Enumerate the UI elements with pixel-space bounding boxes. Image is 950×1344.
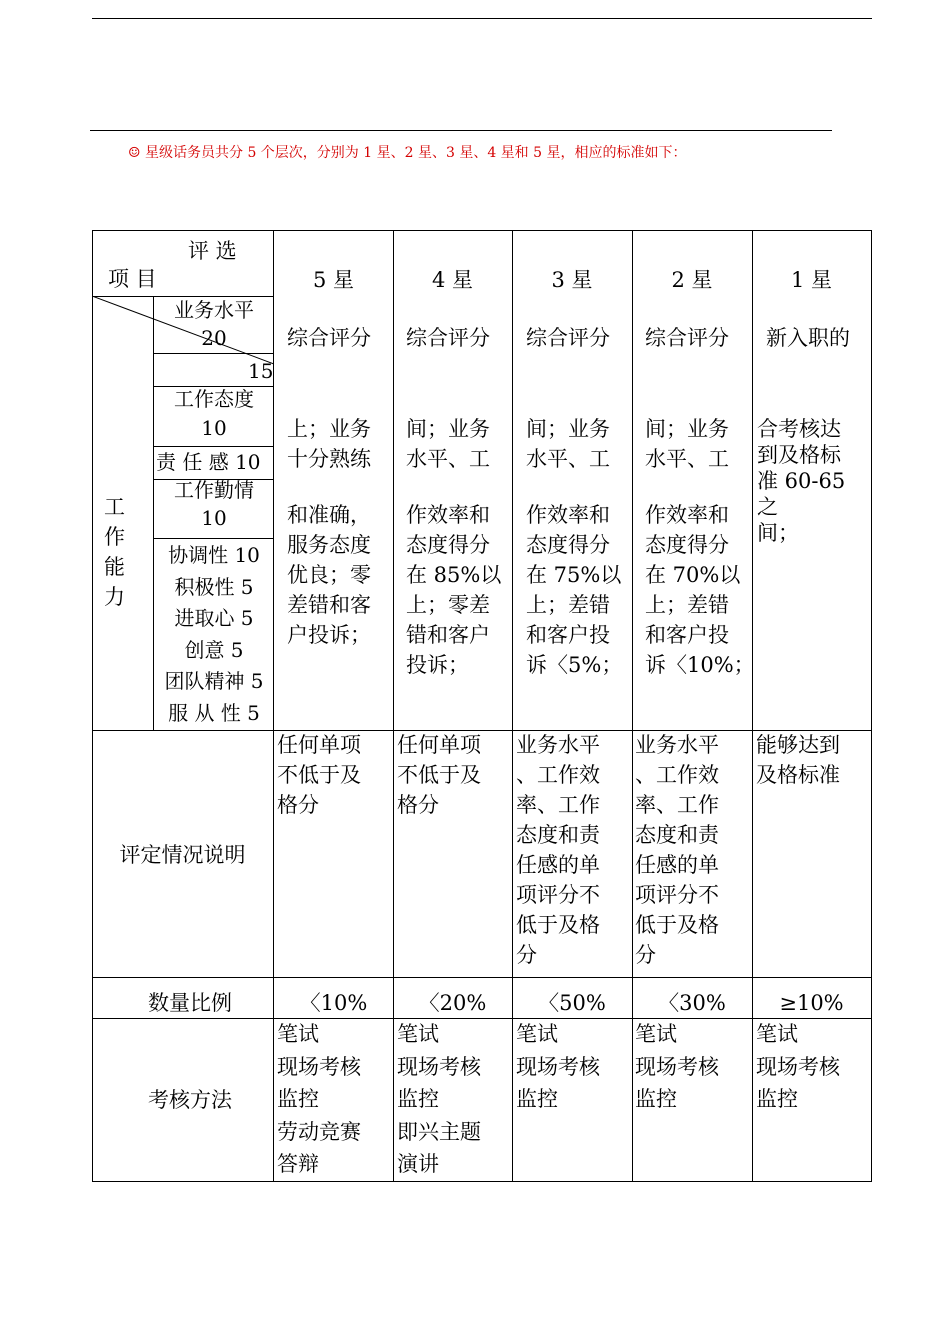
work-ability-label: 工 作 能 力 xyxy=(104,495,125,609)
method-star1: 笔试 现场考核 监控 xyxy=(756,1022,840,1111)
criteria-star4-line3: 作效率和 态度得分 在 85%以 上；零差 错和客户 投诉； xyxy=(406,503,502,677)
ratio-star2: 〈30% xyxy=(658,991,726,1015)
criteria-star5-line1: 综合评分 xyxy=(287,326,371,350)
item-work-attitude: 工作态度 10 xyxy=(174,387,254,440)
item-responsibility: 责 任 感 10 xyxy=(156,450,261,474)
ratio-star5: 〈10% xyxy=(299,991,368,1015)
ratio-star3: 〈50% xyxy=(538,991,606,1015)
header-star-1: 1 星 xyxy=(790,268,833,292)
header-rule xyxy=(92,18,872,19)
criteria-star2-line3: 作效率和 态度得分 在 70%以 上；差错 和客户投 诉〈10%； xyxy=(645,503,755,677)
criteria-star1-line2: 合考核达 到及格标 准 60-65 之 间； xyxy=(757,417,846,545)
criteria-star2-line1: 综合评分 xyxy=(645,326,729,350)
item-other-qualities: 协调性 10 积极性 5 进取心 5 创意 5 团队精神 5 服 从 性 5 xyxy=(164,543,264,725)
star-rating-table xyxy=(92,230,872,1182)
criteria-star3-line2: 间；业务 水平、工 xyxy=(526,417,610,471)
criteria-star2-line2: 间；业务 水平、工 xyxy=(645,417,729,471)
ratio-label: 数量比例 xyxy=(148,991,232,1015)
item-work-diligence: 工作勤情 10 xyxy=(174,478,254,530)
criteria-star3-line3: 作效率和 态度得分 在 75%以 上；差错 和客户投 诉〈5%； xyxy=(526,503,623,677)
intro-text: ☺ 星级话务员共分 5 个层次，分别为 1 星、2 星、3 星、4 星和 5 星，相应的标准如下： xyxy=(128,145,687,161)
header-star-4: 4 星 xyxy=(431,268,474,292)
criteria-star4-line1: 综合评分 xyxy=(406,326,490,350)
method-star5: 笔试 现场考核 监控 劳动竞赛 答辩 xyxy=(277,1022,361,1176)
assessment-star4: 任何单项 不低于及 格分 xyxy=(397,733,481,817)
criteria-star5-line3: 和准确， 服务态度 优良；零 差错和客 户投诉； xyxy=(287,503,371,647)
section-rule xyxy=(90,130,832,131)
criteria-star3-line1: 综合评分 xyxy=(526,326,610,350)
assessment-star2: 业务水平 、工作效 率、工作 态度和责 任感的单 项评分不 低于及格 分 xyxy=(635,733,719,967)
assessment-label: 评定情况说明 xyxy=(119,843,246,867)
assessment-star3: 业务水平 、工作效 率、工作 态度和责 任感的单 项评分不 低于及格 分 xyxy=(516,733,600,967)
criteria-star5-line2: 上；业务 十分熟练 xyxy=(287,417,371,471)
header-star-3: 3 星 xyxy=(551,268,593,292)
assessment-star5: 任何单项 不低于及 格分 xyxy=(277,733,361,817)
corner-label-top: 评 选 xyxy=(188,239,237,263)
criteria-star1-line1: 新入职的 xyxy=(766,326,850,350)
header-star-5: 5 星 xyxy=(312,268,355,292)
ratio-star1: ≥10% xyxy=(779,991,844,1015)
item-business-level: 业务水平 20 xyxy=(174,298,254,350)
method-star2: 笔试 现场考核 监控 xyxy=(635,1022,719,1111)
header-star-2: 2 星 xyxy=(671,268,713,292)
criteria-star4-line2: 间；业务 水平、工 xyxy=(406,417,490,471)
item-blank-score: 15 xyxy=(248,359,274,383)
method-star4: 笔试 现场考核 监控 即兴主题 演讲 xyxy=(397,1022,481,1176)
ratio-star4: 〈20% xyxy=(418,991,487,1015)
corner-label-bottom: 项 目 xyxy=(108,267,157,291)
assessment-star1: 能够达到 及格标准 xyxy=(756,733,840,787)
method-star3: 笔试 现场考核 监控 xyxy=(516,1022,600,1111)
method-label: 考核方法 xyxy=(148,1088,232,1112)
